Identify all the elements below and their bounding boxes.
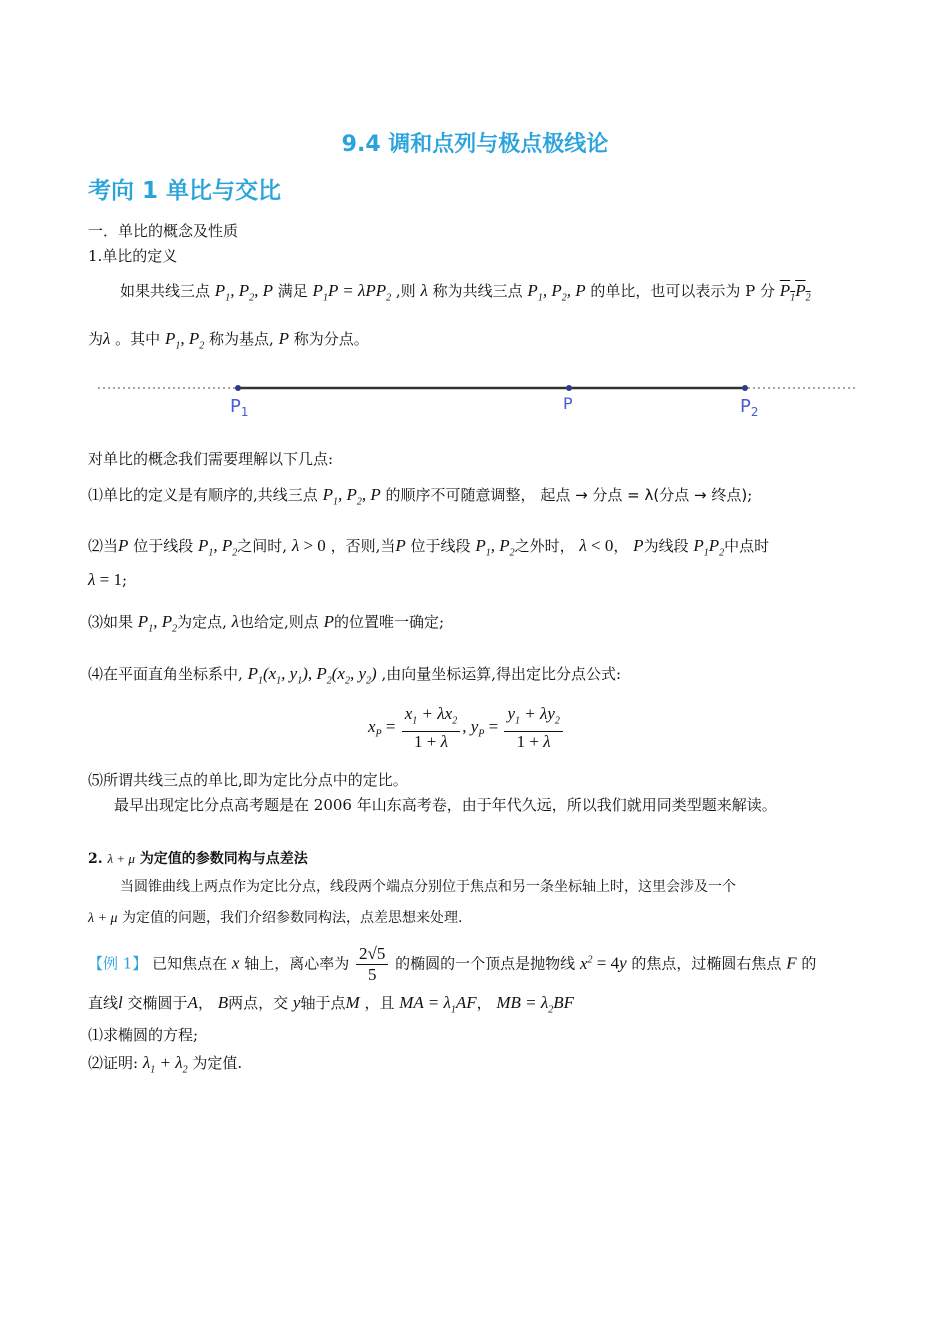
label-p1: $P_1$ <box>230 396 249 419</box>
history-note: 最早出现定比分点高考题是在 2006 年山东高考卷，由于年代久远，所以我们就用同类型题来解读。 <box>114 796 777 814</box>
point-4: ⑷在平面直角坐标系中, $P_1(x_1$, $y_1$), $P_2(x_2$, $y_2$) ,由向量坐标运算,得出定比分点公式: <box>88 664 622 687</box>
example-line-2: 直线l 交椭圆于A， B两点，交 y轴于点M ，且 MA = $\lambda_1AF$， MB = $\lambda_2BF$ <box>88 993 575 1016</box>
example-tag: 【例 1】 <box>88 954 148 973</box>
point-p2 <box>742 385 748 391</box>
point-p1 <box>235 385 241 391</box>
segment-diagram <box>90 376 860 426</box>
definition-line-2: 为λ 。其中 $P_1$, $P_2$ 称为基点, P 称为分点。 <box>88 329 369 352</box>
understand-text: 对单比的概念我们需要理解以下几点: <box>88 450 334 468</box>
subsection-heading: 一．单比的概念及性质 <box>88 222 239 240</box>
point-2-line-2: λ = 1; <box>88 570 128 589</box>
section-2-para-2: λ + μ 为定值的问题，我们介绍参数同构法，点差思想来处理. <box>88 910 463 926</box>
example-line-1: 【例 1】 已知焦点在 x 轴上，离心率为 $\frac{2√5}{5}$ 的椭圆的一个顶点是抛物线 $x^2 = 4y$ 的焦点，过椭圆右焦点 F 的 <box>88 944 817 984</box>
section-heading: 考向 1 单比与交比 <box>88 178 282 204</box>
section-2-para-1: 当圆锥曲线上两点作为定比分点，线段两个端点分别位于焦点和另一条坐标轴上时，这里会涉及一个 <box>120 879 736 895</box>
definition-heading: 1.单比的定义 <box>88 247 178 265</box>
point-1: ⑴单比的定义是有顺序的,共线三点 $P_1$, $P_2$, P 的顺序不可随意调整， 起点 → 分点 = λ(分点 → 终点); <box>88 485 753 508</box>
question-2: ⑵证明: $\lambda_1 + \lambda_2$ 为定值. <box>88 1053 243 1076</box>
point-p <box>566 385 572 391</box>
point-3: ⑶如果 $P_1$, $P_2$为定点, λ也给定,则点 P的位置唯一确定; <box>88 612 445 635</box>
section-formula: $x_P$ = $\frac{x_1 + \lambda x_2}{1 + \lambda}$ , $y_P$ = $\frac{y_1 + \lambda y_2}{1 + \lambda}$ <box>368 704 565 752</box>
page-title: 9.4 调和点列与极点极线论 <box>341 132 609 157</box>
point-5: ⑸所谓共线三点的单比,即为定比分点中的定比。 <box>88 771 408 789</box>
label-p: P <box>563 394 573 413</box>
question-1: ⑴求椭圆的方程; <box>88 1026 199 1044</box>
section-2-heading: 2. λ + μ 为定值的参数同构与点差法 <box>88 851 308 867</box>
definition-line-1: 如果共线三点 $P_1$, $P_2$, P 满足 $P_1P = \lambda PP_2$ ,则 λ 称为共线三点 $P_1$, $P_2$, P 的单比，也可以表示为 P 分 $P_1P_2$ <box>120 281 811 304</box>
label-p2: $P_2$ <box>740 396 759 419</box>
point-2-line-1: ⑵当P 位于线段 $P_1$, $P_2$之间时, λ > 0 ，否则,当P 位于线段 $P_1$, $P_2$之外时， λ < 0， P为线段 $P_1P_2$中点时 <box>88 536 770 559</box>
